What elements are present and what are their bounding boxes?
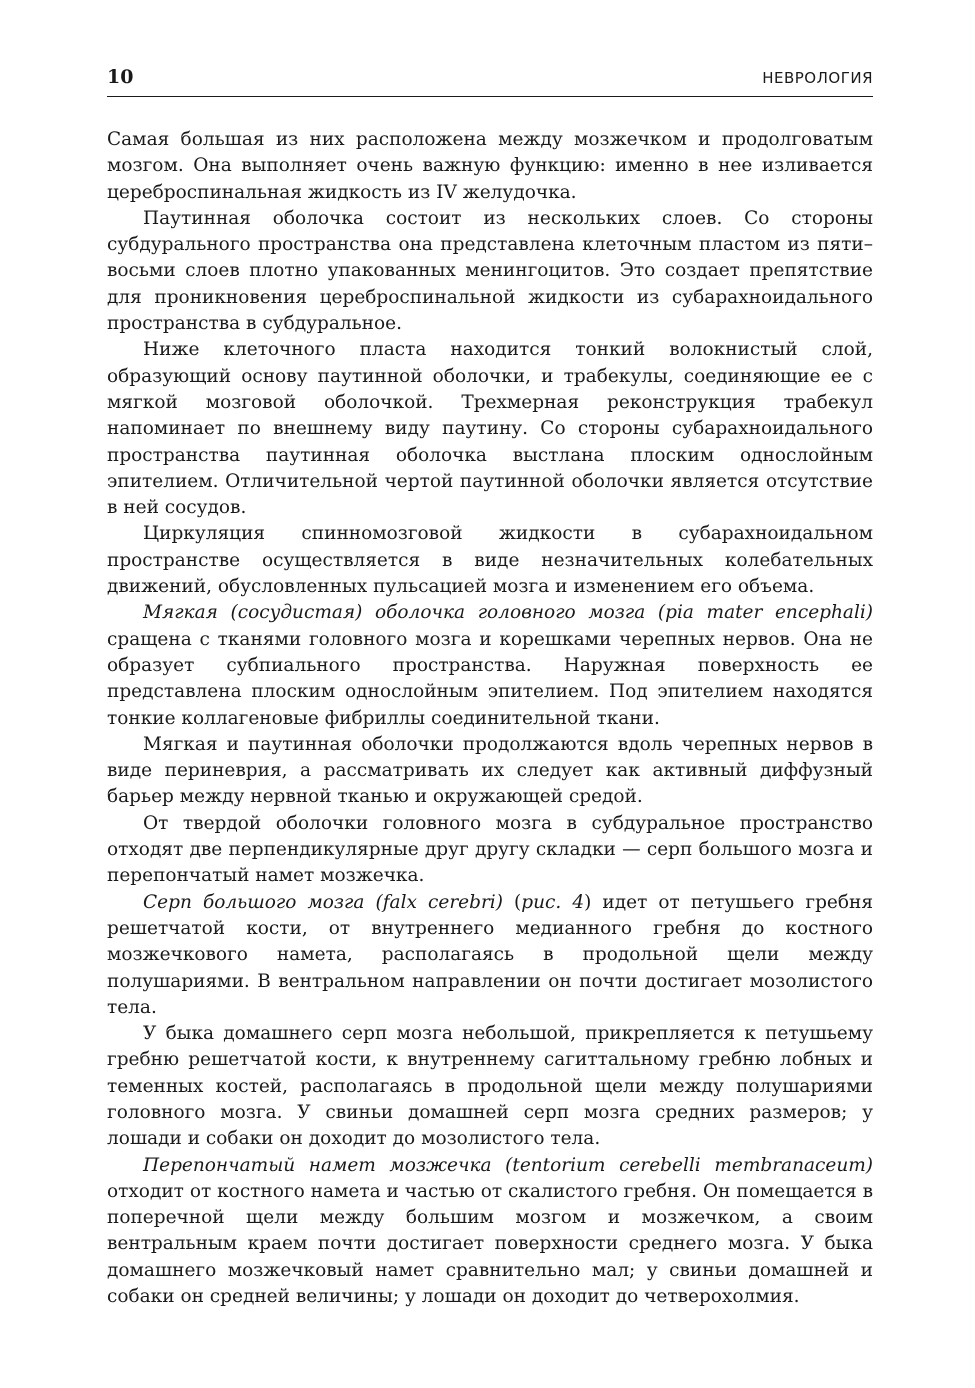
paragraph-7-text: От твердой оболочки головного мозга в субдуральное пространство отходят две перпендикулярные друг другу складки — серп большого мозга и перепончатый намет мозжечка. <box>107 812 873 887</box>
paragraph-6-text: Мягкая и паутинная оболочки продолжаются вдоль черепных нервов в виде периневрия, а рассматривать их следует как активный диффузный барьер между нервной тканью и окружающей средой. <box>107 733 873 808</box>
paragraph-7 <box>107 811 873 890</box>
paragraph-4-text: Циркуляция спинномозговой жидкости в субарахноидальном пространстве осуществляется в виде незначительных колебательных движений, обусловленных пульсацией мозга и изменением его объема. <box>107 523 873 598</box>
figure-reference: рис. 4 <box>521 891 585 913</box>
paragraph-3-text: Ниже клеточного пласта находится тонкий волокнистый слой, образующий основу паутинной оболочки, и трабекулы, соединяющие ее с мягкой мозговой оболочкой. Трехмерная реконструкция трабекул напоминает по внешнему виду паутину. Со стороны субарахноидального пространства паутинная оболочка выстлана плоским однослойным эпителием. Отличительной чертой паутинной оболочки является отсутствие в ней сосудов. <box>107 339 873 519</box>
paragraph-2-text: Паутинная оболочка состоит из нескольких слоев. Со стороны субдурального пространства она представлена клеточным пластом из пяти–восьми слоев плотно упакованных менингоцитов. Это создает препятствие для проникновения цереброспинальной жидкости из субарахноидального пространства в субдуральное. <box>107 207 873 335</box>
running-head: НЕВРОЛОГИЯ <box>762 69 873 87</box>
paragraph-6 <box>107 732 873 811</box>
paragraph-5 <box>107 600 873 731</box>
paragraph-8 <box>107 890 873 1021</box>
paragraph-9 <box>107 1021 873 1152</box>
paragraph-9-text: У быка домашнего серп мозга небольшой, прикрепляется к петушьему гребню решетчатой кости, к внутреннему сагиттальному гребню лобных и теменных костей, располагаясь в продольной щели между полушариями головного мозга. У свиньи домашней серп мозга средних размеров; у лошади и собаки он доходит до мозолистого тела. <box>107 1023 873 1150</box>
paragraph-8-ref-open: ( <box>502 891 522 913</box>
page-header <box>107 66 873 97</box>
paragraph-4 <box>107 521 873 600</box>
paragraph-5-term: Мягкая (сосудистая) оболочка головного мозга (pia mater encephali) <box>143 602 873 624</box>
paragraph-8-term: Серп большого мозга (falx cerebri) <box>143 891 503 913</box>
page <box>107 66 873 1310</box>
page-number: 10 <box>107 66 134 88</box>
paragraph-8-ref-close: ) <box>584 891 592 913</box>
body-text <box>107 127 873 1310</box>
paragraph-10 <box>107 1153 873 1311</box>
paragraph-3 <box>107 337 873 521</box>
paragraph-10-text: отходит от костного намета и частью от скалистого гребня. Он помещается в поперечной щели между большим мозгом и мозжечком, а своим вентральным краем почти достигает поверхности среднего мозга. У быка домашнего мозжечковый намет сравнительно мал; у свиньи домашней и собаки он средней величины; у лошади он доходит до четверохолмия. <box>107 1180 873 1308</box>
paragraph-5-text: сращена с тканями головного мозга и корешками черепных нервов. Она не образует субпиального пространства. Наружная поверхность ее представлена плоским однослойным эпителием. Под эпителием находятся тонкие коллагеновые фибриллы соединительной ткани. <box>107 628 873 729</box>
paragraph-1 <box>107 127 873 206</box>
paragraph-8-text: идет от петушьего гребня решетчатой кости, от внутреннего медианного гребня до костного мозжечкового намета, располагаясь в продольной щели между полушариями. В вентральном направлении он почти достигает мозолистого тела. <box>107 891 874 1018</box>
paragraph-10-term: Перепончатый намет мозжечка (tentorium cerebelli membranaceum) <box>143 1154 873 1176</box>
paragraph-2 <box>107 206 873 337</box>
paragraph-1-text: Самая большая из них расположена между мозжечком и продолговатым мозгом. Она выполняет очень важную функцию: именно в нее изливается цереброспинальная жидкость из IV желудочка. <box>107 129 873 203</box>
